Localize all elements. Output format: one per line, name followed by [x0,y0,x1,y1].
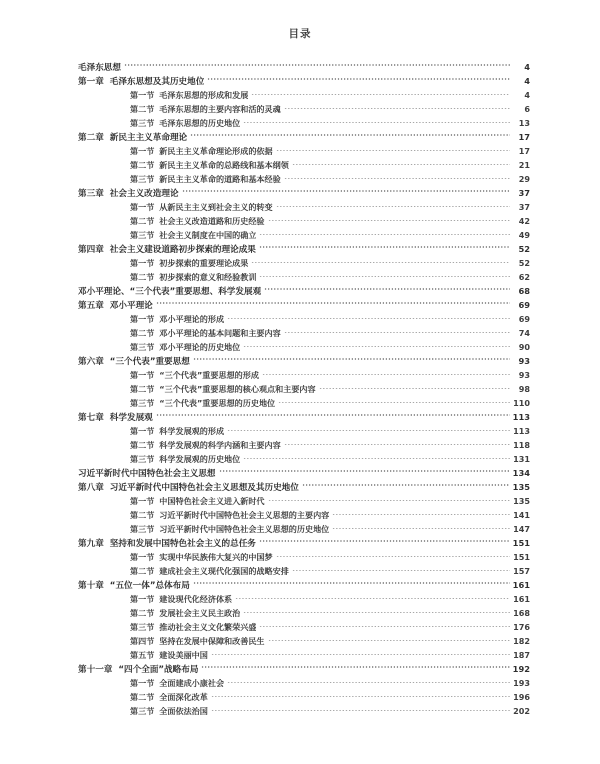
toc-entry-section[interactable] [0,336,600,350]
toc-entry-number: 第五章 [78,301,104,311]
dot-leader [284,168,510,182]
toc-entry-section[interactable] [0,266,600,280]
dot-leader [243,448,510,462]
toc-entry-page-number: 49 [518,230,530,240]
toc-entry-title: “四个全面”战略布局 [118,665,199,675]
toc-entry-chapter[interactable] [0,406,600,423]
toc-entry-number: 第十一章 [78,665,113,675]
toc-entry-title: 毛泽东思想及其历史地位 [109,77,205,87]
toc-entry-page-number: 161 [513,594,530,604]
toc-entry-number: 第三节 [130,230,155,240]
toc-entry-label [130,158,289,172]
toc-entry-chapter[interactable] [0,658,600,675]
dot-leader [259,616,510,630]
toc-entry-label [130,606,240,620]
toc-entry-number: 第三节 [130,706,155,716]
toc-entry-label [78,243,256,257]
toc-entry-title: 全面建成小康社会 [159,678,225,688]
toc-entry-section[interactable] [0,112,600,126]
toc-entry-chapter[interactable] [0,126,600,143]
dot-leader [278,392,510,406]
toc-entry-page-number: 113 [513,426,530,436]
toc-entry-page-number: 13 [518,118,530,128]
toc-entry-page-number: 69 [518,300,530,310]
toc-entry-number: 第二节 [130,510,155,520]
toc-entry-label [78,579,190,593]
toc-entry-section[interactable] [0,560,600,574]
toc-entry-number: 第十章 [78,581,104,591]
toc-entry-page-number: 161 [512,580,530,590]
toc-entry-page-number: 69 [518,314,530,324]
toc-entry-number: 第一节 [130,552,155,562]
toc-entry-page-number: 168 [513,608,530,618]
toc-entry-page-number: 37 [518,188,530,198]
toc-entry-number: 第四节 [130,636,155,646]
toc-entry-title: 社会主义制度在中国的确立 [159,230,257,240]
dot-leader [190,126,510,140]
toc-entry-label [130,704,208,718]
toc-entry-label [130,228,256,242]
toc-entry-title: 全面深化改革 [159,692,208,702]
toc-entry-page-number: 134 [512,468,530,478]
toc-entry-chapter[interactable] [0,532,600,549]
toc-entry-page-number: 202 [513,706,530,716]
toc-entry-label [78,299,153,313]
toc-entry-number: 第三节 [130,342,155,352]
dot-leader [259,532,510,546]
toc-entry-page-number: 135 [513,496,530,506]
toc-entry-page-number: 52 [518,258,530,268]
toc-entry-title: 推动社会主义文化繁荣兴盛 [159,622,257,632]
toc-entry-number: 第二节 [130,440,155,450]
toc-entry-page-number: 93 [518,370,530,380]
toc-entry-number: 第二节 [130,160,155,170]
dot-leader [259,266,510,280]
toc-entry-chapter[interactable] [0,238,600,255]
toc-entry-number: 第二节 [130,216,155,226]
dot-leader [284,98,510,112]
toc-entry-title: 邓小平理论的形成 [159,314,225,324]
toc-entry-number: 第二节 [130,328,155,338]
toc-entry-number: 第二节 [130,384,155,394]
toc-entry-label [78,61,121,75]
dot-leader [262,364,510,378]
toc-entry-label [130,312,224,326]
toc-entry-title: 科学发展观的历史地位 [159,454,241,464]
toc-entry-number: 第九章 [78,539,104,549]
toc-entry-number: 第三节 [130,622,155,632]
toc-entry-label [78,131,187,145]
toc-entry-page-number: 147 [513,524,530,534]
toc-entry-title: 发展社会主义民主政治 [159,608,241,618]
dot-leader [302,476,510,490]
toc-entry-number: 第二节 [130,608,155,618]
toc-entry-label [130,508,329,522]
toc-entry-title: 毛泽东思想的主要内容和活的灵魂 [159,104,281,114]
dot-leader [156,294,510,308]
toc-entry-page-number: 4 [524,90,530,100]
toc-entry-page-number: 6 [524,104,530,114]
toc-entry-section[interactable] [0,644,600,658]
toc-entry-title: 社会主义改造道路和历史经验 [159,216,265,226]
toc-entry-label [130,368,259,382]
toc-entry-label [78,481,299,495]
toc-entry-label [130,270,256,284]
toc-entry-label [130,550,273,564]
toc-entry-title: 习近平新时代中国特色社会主义思想的历史地位 [159,524,330,534]
dot-leader [268,490,510,504]
toc-entry-section[interactable] [0,630,600,644]
toc-entry-page-number: 176 [513,622,530,632]
toc-entry-title: 科学发展观的科学内涵和主要内容 [159,440,281,450]
toc-entry-page-number: 157 [513,566,530,576]
toc-entry-page-number: 42 [518,216,530,226]
toc-entry-title: 新民主主义革命的总路线和基本纲领 [159,160,289,170]
dot-leader [332,518,510,532]
dot-leader [235,588,510,602]
toc-entry-title: 习近平新时代中国特色社会主义思想及其历史地位 [109,483,299,493]
toc-entry-page-number: 182 [513,636,530,646]
toc-entry-title: 新民主主义革命理论 [109,133,188,143]
dot-leader [219,462,510,476]
toc-entry-part[interactable] [0,280,600,297]
toc-entry-title: 建成社会主义现代化强国的战略安排 [159,566,289,576]
toc-entry-number: 第二节 [130,104,155,114]
toc-entry-title: 坚持和发展中国特色社会主义的总任务 [109,539,256,549]
dot-leader [201,658,510,672]
toc-entry-section[interactable] [0,700,600,714]
toc-entry-label [130,144,273,158]
toc-entry-label [78,537,256,551]
dot-leader [243,336,510,350]
toc-entry-label [78,355,190,369]
toc-entry-number: 第三节 [130,524,155,534]
toc-entry-title: 邓小平理论的基本问题和主要内容 [159,328,281,338]
dot-leader [243,602,510,616]
toc-entry-number: 第一节 [130,314,155,324]
toc-entry-page-number: 21 [518,160,530,170]
toc-entry-page-number: 141 [513,510,530,520]
toc-entry-title: 毛泽东思想的历史地位 [159,118,241,128]
toc-entry-label [130,256,248,270]
toc-entry-number: 第一节 [130,202,155,212]
dot-leader [227,672,510,686]
toc-entry-label [130,648,208,662]
toc-entry-part[interactable] [0,462,600,479]
toc-entry-section[interactable] [0,616,600,630]
dot-leader [332,504,510,518]
dot-leader [268,630,510,644]
dot-leader [211,644,510,658]
toc-entry-number: 第一节 [130,678,155,688]
toc-entry-title: 邓小平理论、“三个代表”重要思想、科学发展观 [78,287,262,297]
toc-entry-title: 新民主主义革命理论形成的依据 [159,146,273,156]
toc-entry-number: 第一节 [130,426,155,436]
toc-entry-section[interactable] [0,392,600,406]
toc-entry-number: 第三节 [130,174,155,184]
toc-entry-number: 第一章 [78,77,104,87]
toc-entry-section[interactable] [0,98,600,112]
toc-entry-label [130,690,208,704]
toc-entry-section[interactable] [0,322,600,336]
toc-entry-title: 科学发展观的形成 [159,426,225,436]
toc-entry-label [78,411,153,425]
toc-entry-title: 毛泽东思想的形成和发展 [159,90,249,100]
toc-entry-number: 第六章 [78,357,104,367]
toc-entry-number: 第一节 [130,370,155,380]
toc-entry-label [130,88,248,102]
dot-leader [259,238,510,252]
toc-entry-label [130,200,273,214]
toc-entry-page-number: 62 [518,272,530,282]
toc-entry-section[interactable] [0,224,600,238]
toc-entry-title: 实现中华民族伟大复兴的中国梦 [159,552,273,562]
toc-entry-number: 第七章 [78,413,104,423]
toc-entry-title: 初步探索的意义和经验教训 [159,272,257,282]
toc-entry-title: 邓小平理论的历史地位 [159,342,241,352]
table-of-contents-list [0,41,600,714]
dot-leader [292,560,510,574]
toc-entry-label [130,620,256,634]
dot-leader [243,112,510,126]
dot-leader [251,84,510,98]
toc-entry-page-number: 90 [518,342,530,352]
dot-leader [276,546,510,560]
toc-entry-page-number: 74 [518,328,530,338]
toc-entry-label [78,467,216,481]
toc-entry-section[interactable] [0,378,600,392]
dot-leader [259,224,510,238]
dot-leader [276,196,510,210]
dot-leader [207,70,510,84]
toc-entry-title: “三个代表”重要思想的历史地位 [159,398,276,408]
toc-entry-label [78,75,204,89]
toc-entry-page-number: 151 [512,538,530,548]
toc-entry-number: 第四章 [78,245,104,255]
toc-entry-number: 第三节 [130,118,155,128]
dot-leader [227,308,510,322]
toc-entry-page-number: 93 [518,356,530,366]
toc-entry-title: 社会主义改造理论 [109,189,179,199]
dot-leader [319,378,510,392]
toc-entry-label [130,494,265,508]
dot-leader [211,686,510,700]
toc-entry-page-number: 131 [513,454,530,464]
dot-leader [284,434,510,448]
dot-leader [227,420,510,434]
toc-entry-title: 社会主义建设道路初步探索的理论成果 [109,245,256,255]
toc-entry-title: “五位一体”总体布局 [109,581,190,591]
toc-entry-page-number: 68 [518,286,530,296]
dot-leader [124,56,510,70]
toc-entry-number: 第二节 [130,692,155,702]
toc-entry-chapter[interactable] [0,350,600,367]
toc-entry-number: 第三节 [130,454,155,464]
dot-leader [193,574,510,588]
toc-entry-page-number: 151 [513,552,530,562]
toc-entry-page-number: 37 [518,202,530,212]
toc-entry-section[interactable] [0,686,600,700]
toc-entry-title: “三个代表”重要思想的形成 [159,370,259,380]
toc-entry-title: 毛泽东思想 [78,63,121,73]
toc-entry-title: “三个代表”重要思想的核心观点和主要内容 [159,384,316,394]
toc-entry-page-number: 4 [524,76,530,86]
toc-entry-page-number: 52 [518,244,530,254]
toc-entry-number: 第二章 [78,133,104,143]
toc-entry-number: 第三节 [130,398,155,408]
toc-entry-number: 第二节 [130,272,155,282]
dot-leader [156,406,510,420]
toc-entry-number: 第一节 [130,90,155,100]
toc-entry-section[interactable] [0,602,600,616]
toc-entry-section[interactable] [0,154,600,168]
page-title: 目录 [288,28,312,40]
toc-entry-number: 第一节 [130,146,155,156]
toc-entry-title: 习近平新时代中国特色社会主义思想 [78,469,216,479]
toc-entry-title: 全面依法治国 [159,706,208,716]
toc-entry-page-number: 118 [513,440,530,450]
toc-entry-page-number: 4 [524,62,530,72]
toc-entry-number: 第八章 [78,483,104,493]
toc-entry-section[interactable] [0,504,600,518]
dot-leader [211,700,510,714]
toc-entry-page-number: 17 [518,146,530,156]
toc-entry-label [130,592,232,606]
toc-entry-title: 新民主主义革命的道路和基本经验 [159,174,281,184]
toc-entry-label [130,214,265,228]
toc-entry-page-number: 98 [518,384,530,394]
toc-entry-title: 从新民主主义到社会主义的转变 [159,202,273,212]
toc-entry-title: 科学发展观 [109,413,153,423]
dot-leader [182,182,510,196]
toc-entry-label [78,663,198,677]
toc-entry-page-number: 17 [518,132,530,142]
toc-entry-title: 建设现代化经济体系 [159,594,233,604]
toc-entry-chapter[interactable] [0,574,600,591]
toc-entry-title: 习近平新时代中国特色社会主义思想的主要内容 [159,510,330,520]
dot-leader [284,322,510,336]
toc-entry-title: 初步探索的重要理论成果 [159,258,249,268]
toc-entry-page-number: 110 [513,398,530,408]
toc-entry-part[interactable] [0,56,600,73]
dot-leader [268,210,510,224]
toc-entry-chapter[interactable] [0,182,600,199]
toc-entry-title: 建设美丽中国 [159,650,208,660]
toc-entry-page-number: 187 [513,650,530,660]
toc-entry-number: 第二节 [130,566,155,576]
dot-leader [276,140,510,154]
toc-entry-number: 第一节 [130,496,155,506]
toc-entry-page-number: 29 [518,174,530,184]
dot-leader [251,252,510,266]
toc-entry-page-number: 192 [512,664,530,674]
toc-entry-title: 邓小平理论 [109,301,153,311]
toc-entry-number: 第一节 [130,258,155,268]
toc-entry-label [130,424,224,438]
toc-entry-section[interactable] [0,448,600,462]
toc-entry-section[interactable] [0,434,600,448]
toc-entry-title: 中国特色社会主义进入新时代 [159,496,265,506]
dot-leader [292,154,510,168]
toc-entry-page-number: 113 [512,412,530,422]
toc-entry-number: 第一节 [130,594,155,604]
toc-entry-section[interactable] [0,210,600,224]
toc-entry-section[interactable] [0,168,600,182]
toc-entry-label [78,187,179,201]
toc-entry-number: 第三章 [78,189,104,199]
toc-entry-page-number: 193 [513,678,530,688]
toc-entry-title: “三个代表”重要思想 [109,357,190,367]
toc-entry-title: 坚持在发展中保障和改善民生 [159,636,265,646]
toc-entry-page-number: 135 [512,482,530,492]
toc-entry-number: 第五节 [130,650,155,660]
dot-leader [264,280,510,294]
dot-leader [193,350,510,364]
toc-entry-page-number: 196 [513,692,530,702]
